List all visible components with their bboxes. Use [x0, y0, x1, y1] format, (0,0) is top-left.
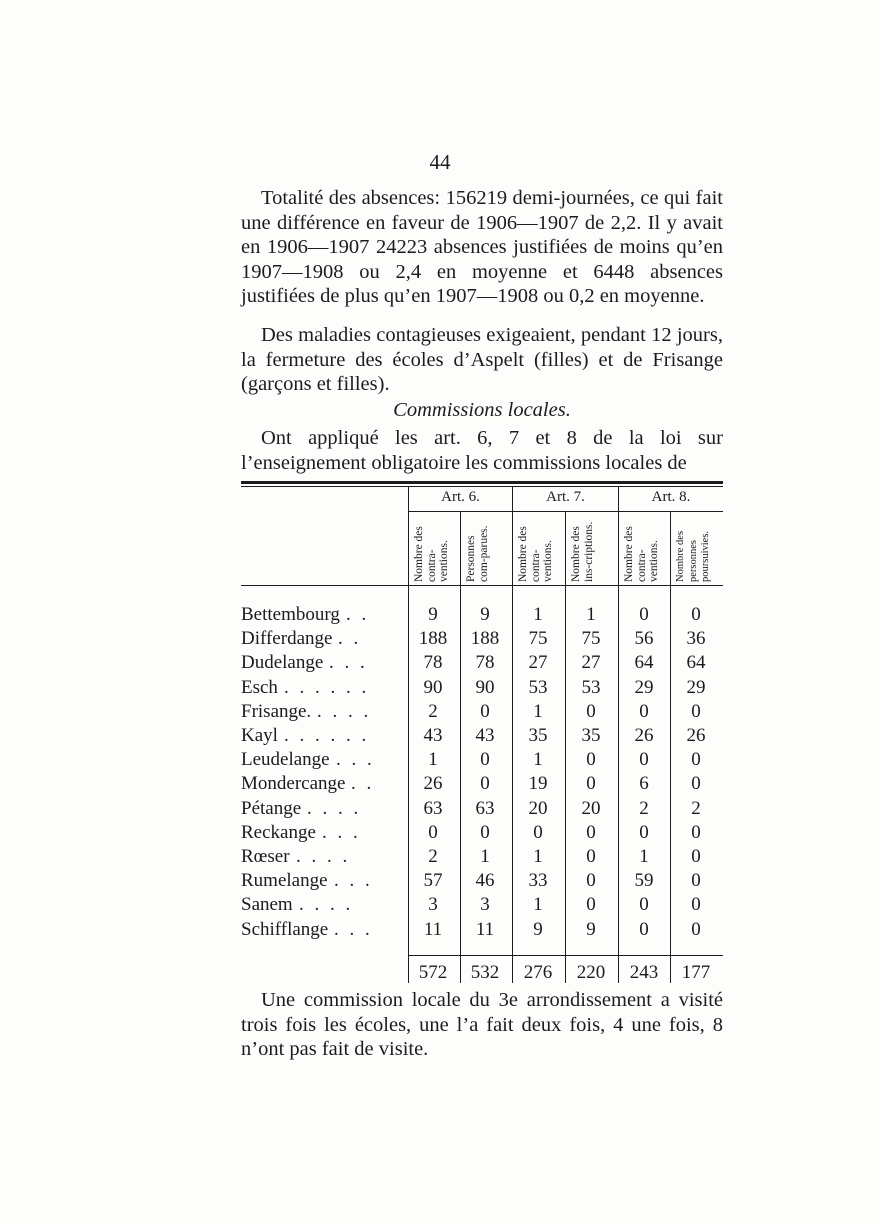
commune-name: Kayl	[241, 725, 278, 746]
total-cell: 177	[681, 962, 711, 983]
table-cell: 64	[634, 652, 654, 674]
table-cell: 1	[639, 846, 649, 867]
group-underline	[513, 511, 618, 512]
leader-dots: . . . . . .	[284, 725, 370, 746]
table-cell: 0	[691, 749, 701, 771]
table-cell: 1	[586, 604, 596, 625]
totals-row	[241, 962, 723, 986]
table-cell: 56	[634, 628, 654, 650]
total-cell: 276	[523, 962, 553, 983]
table-cell: 35	[581, 725, 601, 746]
table-cell: 1	[533, 700, 543, 722]
table-cell: 0	[586, 894, 596, 916]
table-cell: 9	[533, 918, 543, 940]
table-cell: 35	[528, 725, 548, 746]
column-header: Nombre des personnes poursuivies.	[675, 530, 711, 582]
table-cell: 11	[475, 918, 495, 940]
table-cell: 9	[586, 918, 596, 940]
table-cell: 78	[423, 652, 443, 674]
table-cell: 0	[691, 604, 701, 625]
table-cell: 36	[686, 628, 706, 650]
table-cell: 0	[691, 918, 701, 940]
leader-dots: . . .	[322, 821, 361, 843]
table-row	[241, 822, 723, 846]
table-cell: 9	[428, 604, 438, 625]
table-cell: 0	[691, 773, 701, 795]
table-cell: 0	[586, 700, 596, 722]
table-cell: 63	[423, 797, 443, 819]
table-cell: 90	[475, 676, 495, 698]
table-cell: 57	[423, 870, 443, 892]
table-cell: 0	[586, 821, 596, 843]
commune-name: Mondercange	[241, 773, 346, 795]
commune-name: Esch	[241, 676, 278, 698]
contagious-diseases-paragraph: Des maladies contagieuses exigeaient, pendant 12 jours, la fermeture des écoles d’Aspelt (filles) et de Frisange (garçons et filles).	[241, 324, 723, 395]
commune-name: Dudelange	[241, 652, 324, 674]
table-cell: 0	[691, 700, 701, 722]
table-cell: 2	[428, 700, 438, 722]
leader-dots: . . . .	[296, 846, 351, 867]
table-row	[241, 773, 723, 797]
table-cell: 0	[586, 846, 596, 867]
table-row	[241, 846, 723, 870]
table-cell: 2	[428, 846, 438, 867]
table-cell: 1	[428, 749, 438, 771]
table-cell: 0	[639, 749, 649, 771]
leader-dots: . .	[338, 628, 362, 650]
table-cell: 0	[533, 821, 543, 843]
total-cell: 243	[629, 962, 659, 983]
intro-paragraph: Ont appliqué les art. 6, 7 et 8 de la loi sur l’enseignement obligatoire les commissions locales de	[241, 427, 723, 474]
group-header-art8: Art. 8.	[651, 489, 691, 505]
table-cell: 75	[528, 628, 548, 650]
table-cell: 0	[639, 821, 649, 843]
table-row	[241, 798, 723, 822]
table-header-rule	[241, 585, 723, 586]
leader-dots: . .	[346, 604, 370, 625]
commune-name: Reckange	[241, 821, 316, 843]
absences-paragraph: Totalité des absences: 156219 demi-journées, ce qui fait une différence en faveur de 1906—1907 de 2,2. Il y avait en 1906—1907 24223 absences justifiées de moins qu’en 1907—1908 ou 2,4 en moyenne et 6448 absences justifiées de plus qu’en 1907—1908 ou 0,2 en moyenne.	[241, 187, 723, 307]
table-cell: 0	[639, 894, 649, 916]
commune-name: Bettembourg	[241, 604, 340, 625]
table-cell: 0	[480, 773, 490, 795]
table-cell: 3	[428, 894, 438, 916]
commune-name: Sanem	[241, 894, 293, 916]
table-cell: 1	[533, 749, 543, 771]
table-cell: 2	[639, 797, 649, 819]
totals-rule	[409, 955, 723, 956]
table-cell: 43	[475, 725, 495, 746]
leader-dots: . . . . . .	[284, 676, 370, 698]
commune-name: Schifflange	[241, 918, 329, 940]
table-cell: 29	[686, 676, 706, 698]
table-cell: 26	[634, 725, 654, 746]
table-cell: 0	[586, 773, 596, 795]
table-cell: 75	[581, 628, 601, 650]
table-row	[241, 701, 723, 725]
table-cell: 46	[475, 870, 495, 892]
table-row	[241, 604, 723, 628]
commune-name: Rumelange	[241, 870, 328, 892]
table-row	[241, 870, 723, 894]
table-cell: 0	[586, 870, 596, 892]
table-cell: 9	[480, 604, 490, 625]
section-heading: Commissions locales.	[393, 399, 571, 421]
group-header-art6: Art. 6.	[441, 489, 480, 505]
commune-name: Rœser	[241, 846, 290, 867]
table-cell: 53	[581, 676, 601, 698]
table-cell: 59	[634, 870, 654, 892]
leader-dots: . . .	[334, 870, 373, 892]
table-cell: 43	[423, 725, 443, 746]
column-header: Nombre des contra-ventions.	[623, 526, 660, 582]
table-cell: 188	[470, 628, 500, 650]
leader-dots: . . . .	[307, 797, 362, 819]
group-underline	[409, 511, 512, 512]
table-cell: 90	[423, 676, 443, 698]
table-row	[241, 749, 723, 773]
table-cell: 0	[639, 918, 649, 940]
table-cell: 64	[686, 652, 706, 674]
table-cell: 1	[480, 846, 490, 867]
commune-name: Pétange	[241, 797, 302, 819]
table-cell: 0	[691, 894, 701, 916]
group-underline	[619, 511, 723, 512]
total-cell: 532	[470, 962, 500, 983]
table-top-rule-thin	[241, 486, 723, 487]
commune-name: Differdange	[241, 628, 333, 650]
table-cell: 11	[423, 918, 443, 940]
table-row	[241, 725, 723, 749]
table-cell: 0	[586, 749, 596, 771]
table-cell: 0	[639, 700, 649, 722]
table-cell: 19	[528, 773, 548, 795]
leader-dots: . . .	[334, 918, 373, 940]
leader-dots: . . . .	[299, 894, 354, 916]
table-cell: 1	[533, 604, 543, 625]
table-cell: 63	[475, 797, 495, 819]
table-top-rule	[241, 481, 723, 484]
column-header: Nombre des ins-criptions.	[570, 521, 595, 582]
table-cell: 20	[528, 797, 548, 819]
table-cell: 0	[691, 821, 701, 843]
leader-dots: . . .	[329, 652, 368, 674]
total-cell: 572	[418, 962, 448, 983]
table-row	[241, 652, 723, 676]
table-cell: 0	[691, 846, 701, 867]
table-cell: 0	[428, 821, 438, 843]
table-cell: 26	[423, 773, 443, 795]
table-cell: 6	[639, 773, 649, 795]
table-cell: 1	[533, 846, 543, 867]
table-cell: 0	[480, 700, 490, 722]
table-cell: 78	[475, 652, 495, 674]
commune-name: Leudelange	[241, 749, 330, 771]
leader-dots: . . .	[336, 749, 375, 771]
table-cell: 2	[691, 797, 701, 819]
table-row	[241, 894, 723, 918]
table-cell: 33	[528, 870, 548, 892]
table-cell: 0	[480, 821, 490, 843]
table-cell: 29	[634, 676, 654, 698]
table-cell: 26	[686, 725, 706, 746]
commune-name: Frisange.	[241, 700, 312, 722]
table-cell: 1	[533, 894, 543, 916]
table-row	[241, 677, 723, 701]
leader-dots: . .	[351, 773, 375, 795]
column-header: Nombre des contra-ventions.	[413, 526, 450, 582]
table-row	[241, 628, 723, 652]
table-cell: 3	[480, 894, 490, 916]
table-cell: 53	[528, 676, 548, 698]
table-cell: 27	[581, 652, 601, 674]
page-number: 44	[429, 150, 451, 174]
leader-dots: . . . .	[317, 700, 372, 722]
total-cell: 220	[576, 962, 606, 983]
column-header: Nombre des contra-ventions.	[517, 526, 554, 582]
table-row	[241, 919, 723, 943]
table-cell: 188	[418, 628, 448, 650]
table-cell: 0	[639, 604, 649, 625]
table-cell: 20	[581, 797, 601, 819]
table-cell: 0	[480, 749, 490, 771]
table-cell: 0	[691, 870, 701, 892]
closing-paragraph: Une commission locale du 3e arrondissement a visité trois fois les écoles, une l’a fait deux fois, 4 une fois, 8 n’ont pas fait de visite.	[241, 989, 723, 1060]
group-header-art7: Art. 7.	[546, 489, 585, 505]
table-cell: 27	[528, 652, 548, 674]
column-header: Personnes com-parues.	[465, 525, 490, 582]
